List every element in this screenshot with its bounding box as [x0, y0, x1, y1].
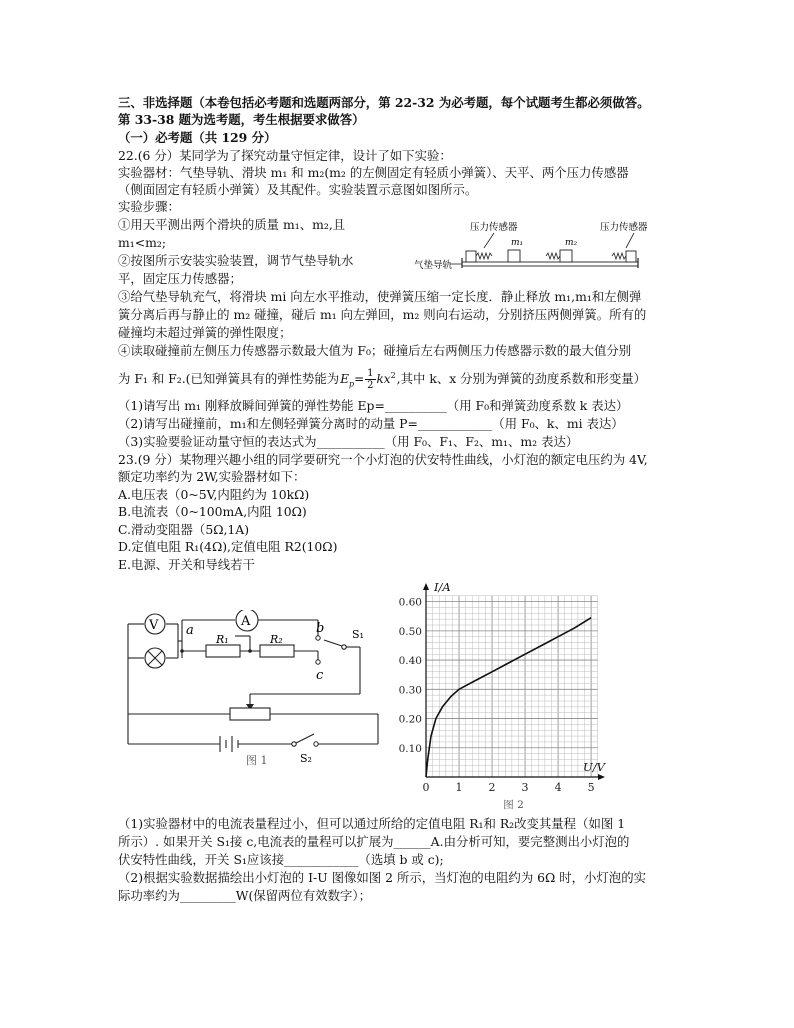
right-sensor-label: 压力传感器	[600, 222, 648, 233]
q22-step4-a: ④读取碰撞前左侧压力传感器示数最大值为 F₀；碰撞后左右两侧压力传感器示数的最大值分别	[118, 343, 632, 358]
slider-m1	[508, 250, 520, 262]
switch-s1	[324, 640, 342, 646]
q23-item-b: B.电流表（0~100mA,内阻 10Ω)	[118, 504, 307, 519]
s2-label: S₂	[300, 752, 312, 765]
q22-step1-b: m₁<m₂;	[118, 235, 166, 250]
q22-step4-b-pre: 为 F₁ 和 F₂.(已知弹簧具有的弹性势能为	[118, 371, 340, 387]
right-sensor-pointer	[626, 233, 634, 248]
left-sensor-label: 压力传感器	[470, 222, 518, 233]
q23-item-d: D.定值电阻 R₁(4Ω),定值电阻 R2(10Ω)	[118, 539, 338, 554]
y-axis-label: I/A	[434, 580, 451, 594]
q23-subquestion-1-line1: （1)实验器材中的电流表量程过小，但可以通过所给的定值电阻 R₁和 R₂改变其量程（如图 1	[118, 816, 626, 831]
y-tick-label: 0.20	[398, 713, 422, 726]
q23-item-a: A.电压表（0~5V,内阻约为 10kΩ)	[118, 487, 310, 502]
left-pressure-sensor	[466, 251, 476, 262]
r1-label: R₁	[216, 633, 229, 646]
x-tick-label: 1	[455, 781, 463, 794]
x-tick-label: 2	[488, 781, 496, 794]
x-tick-label: 5	[587, 781, 595, 794]
q23-subquestion-2-line1: （2)根据实验数据描绘出小灯泡的 I-U 图像如图 2 所示，当灯泡的电阻约为 6Ω 时，小灯泡的实	[118, 870, 646, 885]
right-pressure-sensor	[626, 251, 636, 262]
left-sensor-pointer	[484, 233, 494, 248]
q22-equipment-line2: （侧面固定有轻质小弹簧）及其配件。实验装置示意图如图所示。	[118, 182, 478, 197]
q23-intro-line1: 23.(9 分）某物理兴趣小组的同学要研究一个小灯泡的伏安特性曲线，小灯泡的额定电压约为 4V,	[118, 452, 648, 467]
s1-label: S₁	[352, 628, 364, 641]
m2-label: m₂	[565, 238, 578, 248]
circuit-figure-1	[120, 610, 385, 770]
y-tick-label: 0.60	[398, 596, 422, 609]
energy-formula	[340, 367, 395, 392]
q22-intro: 22.(6 分）某同学为了探究动量守恒定律，设计了如下实验：	[118, 148, 452, 163]
slider-m2	[560, 250, 572, 262]
rheostat	[230, 708, 270, 720]
x-tick-label: 0	[422, 781, 430, 794]
x-axis-arrow	[598, 774, 605, 780]
node-b-label: b	[316, 621, 325, 636]
q22-step1-a: ①用天平测出两个滑块的质量 m₁、m₂,且	[118, 217, 346, 232]
m2-spring	[546, 253, 560, 259]
left-spring	[476, 253, 492, 259]
node-c-label: c	[316, 668, 324, 683]
air-track	[462, 262, 638, 266]
q22-subquestion-3: （3)实验要验证动量守恒的表达式为___________（用 F₀、F₁、F₂、m₁、m₂ 表达）	[118, 434, 579, 449]
q22-step4-b-post: ,其中 k、x 分别为弹簧的劲度系数和形变量）	[396, 371, 646, 387]
resistor-r1	[206, 645, 240, 657]
section-heading-line2: 第 33-38 题为选考题，考生根据要求做答）	[118, 112, 365, 127]
q22-step4-b	[118, 367, 646, 392]
q22-steps-title: 实验步骤：	[118, 199, 180, 214]
y-tick-label: 0.40	[398, 655, 422, 668]
figure2-caption: 图 2	[503, 799, 524, 810]
q22-subquestion-1: （1)请写出 m₁ 刚释放瞬间弹簧的弹性势能 Ep=__________（用 F₀和弹簧劲度系数 k 表达）	[118, 398, 629, 413]
section-heading-line1: 三、非选择题（本卷包括必考题和选题两部分，第 22-32 为必考题，每个试题考生都必须做答。	[118, 95, 650, 110]
q22-step3-c: 碰撞均未超过弹簧的弹性限度；	[118, 325, 292, 340]
section-subheading: （一）必考题（共 129 分）	[118, 130, 277, 145]
formula-numerator: 1	[367, 368, 374, 379]
q22-subquestion-2: （2)请写出碰撞前，m₁和左侧轻弹簧分离时的动量 P=____________（用 F₀、k、mi 表达）	[118, 416, 624, 431]
figure1-caption: 图 1	[246, 754, 268, 767]
q22-step3-a: ③给气垫导轨充气，将滑块 mi 向左水平推动，使弹簧压缩一定长度．静止释放 m₁,m₁和左侧弹	[118, 289, 642, 304]
y-tick-label: 0.30	[398, 684, 422, 697]
q23-subquestion-1-line3: 伏安特性曲线，开关 S₁应该接____________（选填 b 或 c);	[118, 852, 444, 867]
formula-sub-p: p	[348, 379, 355, 389]
air-track-figure	[412, 218, 668, 280]
q22-step3-b: 簧分离后再与静止的 m₂ 碰撞，碰后 m₁ 向左弹回，m₂ 则向右运动，分别挤压两侧弹簧。所有的	[118, 307, 647, 322]
x-tick-label: 3	[521, 781, 529, 794]
air-track-label: 气垫导轨	[414, 260, 453, 271]
node-a-label: a	[186, 623, 194, 638]
q22-equipment-line1: 实验器材：气垫导轨、滑块 m₁ 和 m₂(m₂ 的左侧固定有轻质小弹簧）、天平、两个压力传感器	[118, 165, 629, 180]
formula-equals: =	[354, 372, 365, 386]
iu-curve-series	[426, 618, 591, 777]
iu-chart	[390, 575, 610, 810]
q23-item-e: E.电源、开关和导线若干	[118, 557, 255, 572]
q22-step2-a: ②按图所示安装实验装置，调节气垫导轨水	[118, 253, 354, 268]
ammeter-label: A	[241, 614, 251, 629]
q23-intro-line2: 额定功率约为 2W,实验器材如下：	[118, 469, 306, 484]
resistor-r2	[260, 645, 294, 657]
switch-s2	[296, 734, 314, 743]
q23-item-c: C.滑动变阻器（5Ω,1A)	[118, 522, 250, 537]
formula-kx: kx	[376, 372, 391, 386]
right-spring	[612, 253, 626, 259]
formula-denominator: 2	[367, 380, 374, 391]
voltmeter-label: V	[149, 618, 159, 633]
y-axis-arrow	[423, 583, 429, 590]
y-tick-label: 0.10	[398, 742, 422, 755]
formula-e: E	[340, 372, 349, 386]
q23-subquestion-1-line2: 所示）. 如果开关 S₁接 c,电流表的量程可以扩展为______A.由分析可知，要完整测出小灯泡的	[118, 834, 630, 849]
x-axis-label: U/V	[583, 760, 605, 774]
q23-subquestion-2-line2: 际功率约为_________W(保留两位有效数字）；	[118, 888, 371, 903]
formula-exponent: 2	[390, 371, 396, 380]
m1-label: m₁	[511, 238, 524, 248]
y-tick-label: 0.50	[398, 625, 422, 638]
x-tick-label: 4	[554, 781, 562, 794]
r2-label: R₂	[270, 633, 283, 646]
q22-step2-b: 平，固定压力传感器；	[118, 271, 242, 286]
